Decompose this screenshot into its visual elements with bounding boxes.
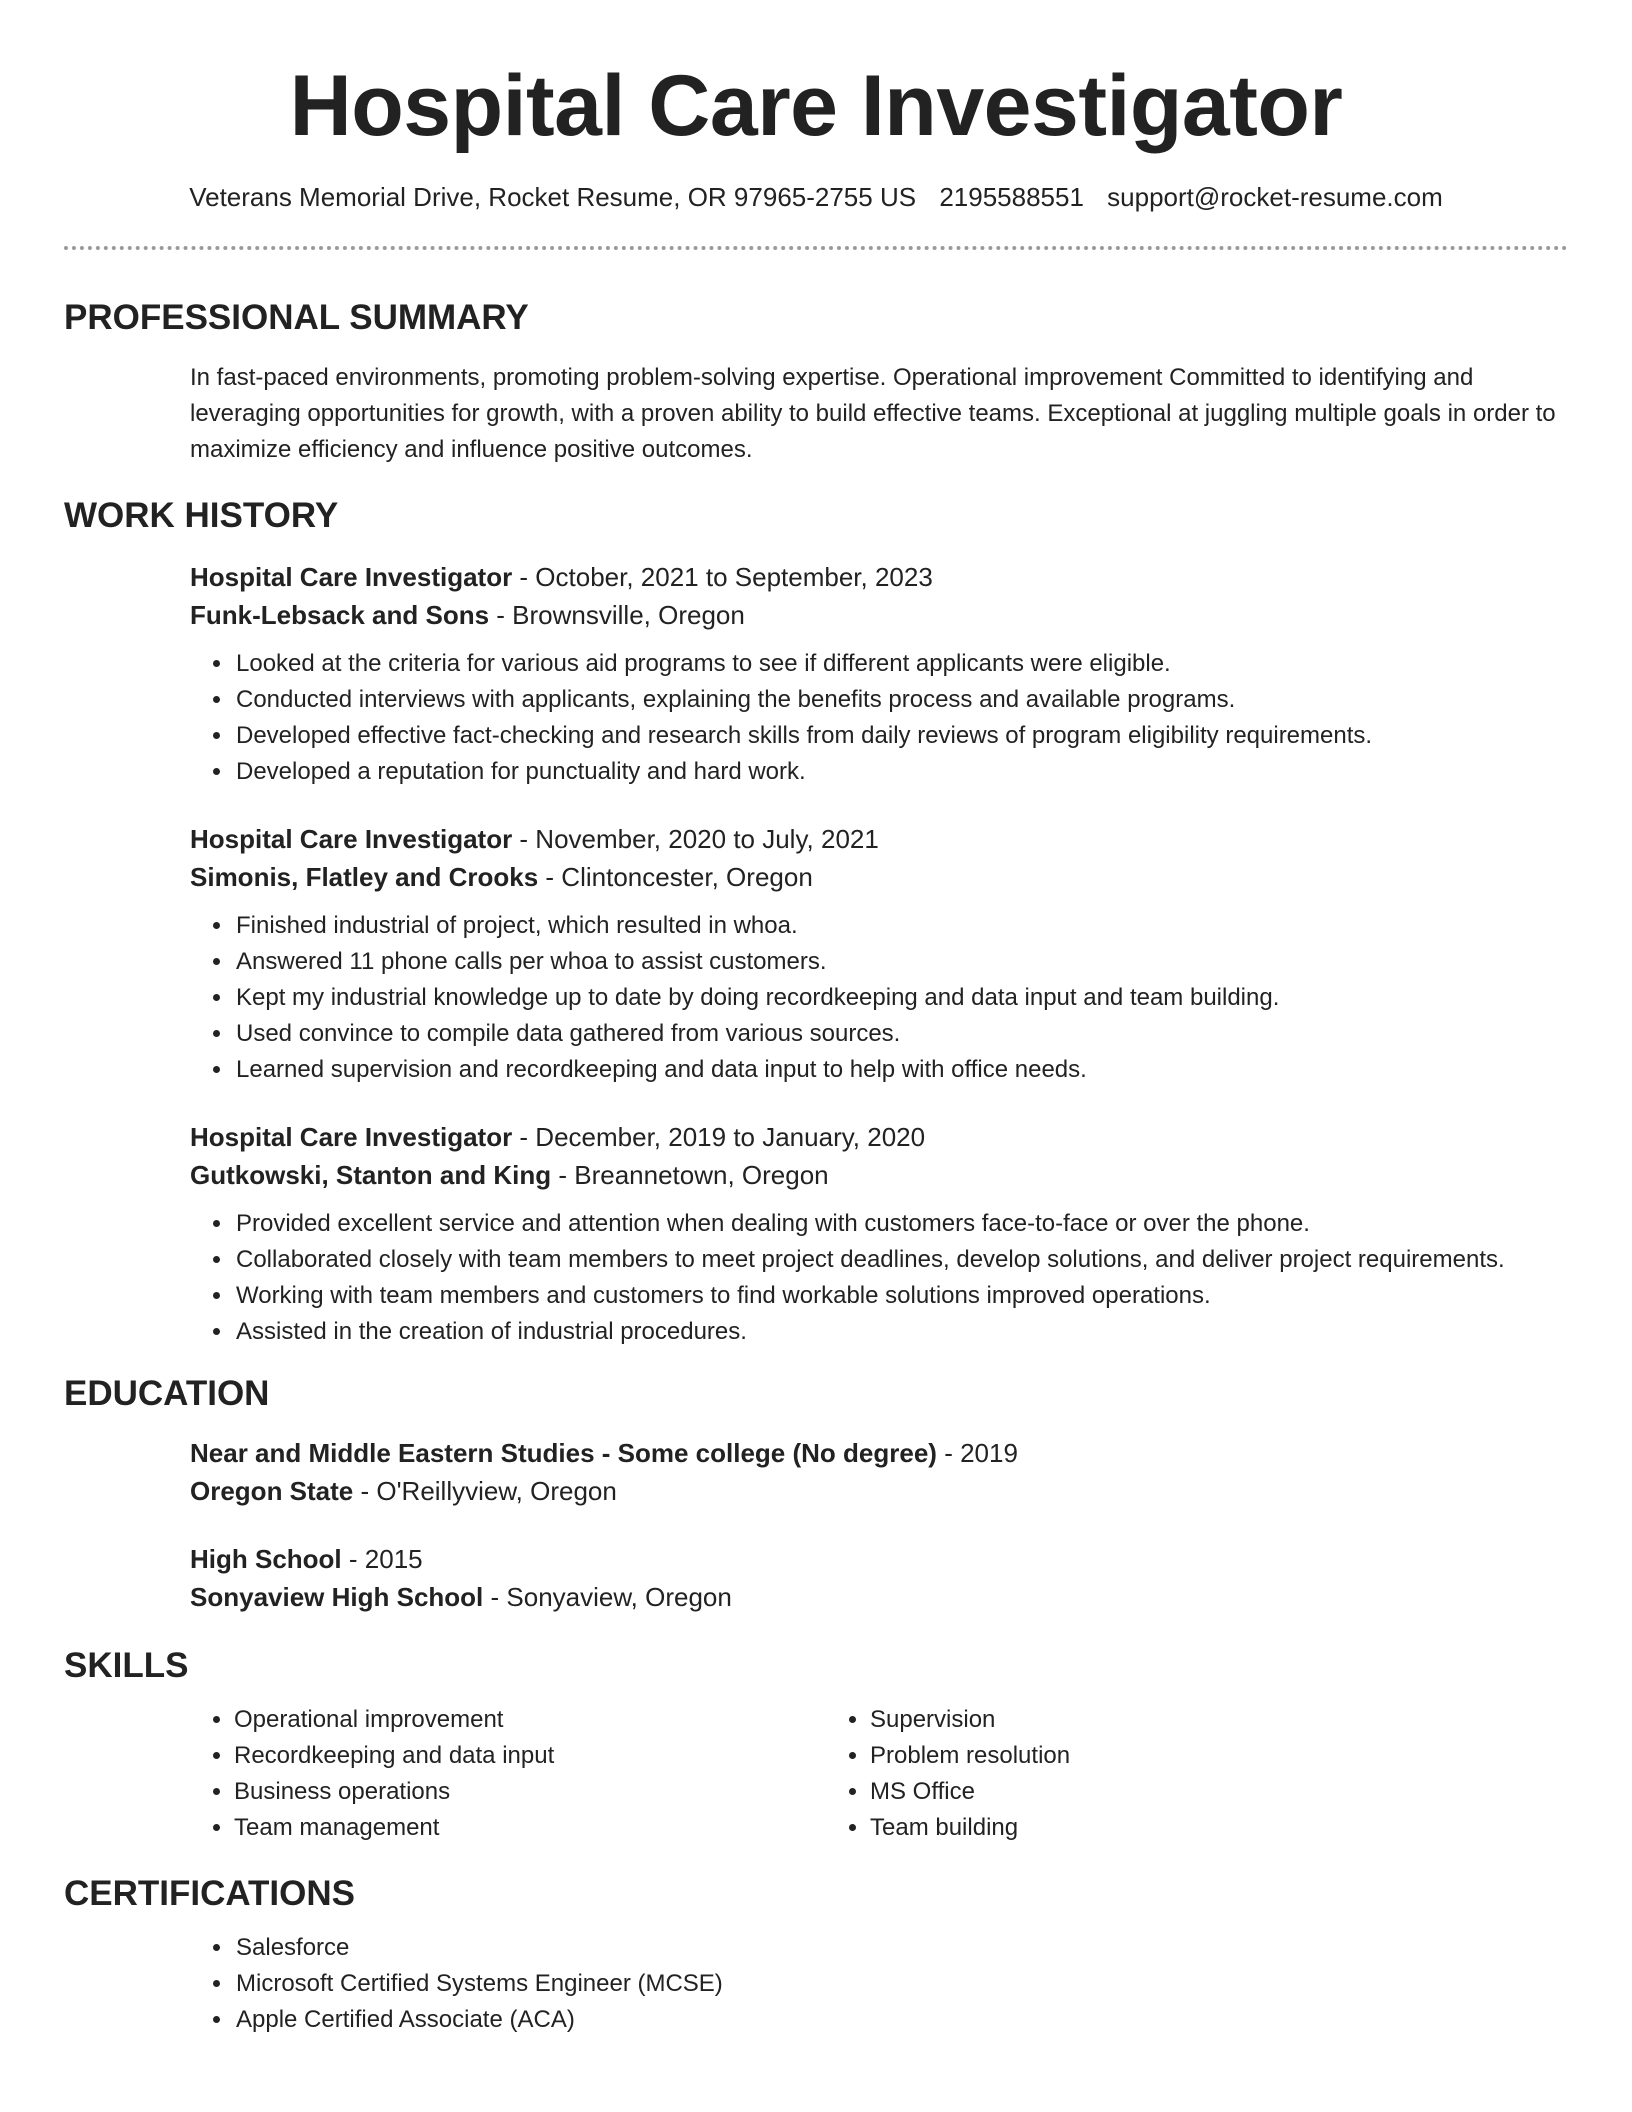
skill-item: • Team management [234, 1810, 826, 1846]
summary-text: In fast-paced environments, promoting problem-solving expertise. Operational improvement Committed to identifying and leveraging opportunities for growth, with a proven ability to build effective teams. Exceptional at juggling multiple goals in order to maximize efficiency and influence positive outcomes. [190, 364, 1556, 463]
job-company: Funk-Lebsack and Sons [190, 600, 490, 630]
certifications-heading: CERTIFICATIONS [64, 1874, 356, 1913]
certifications-block [190, 1930, 1568, 2038]
contact-phone: 2195588551 [939, 182, 1084, 212]
skills-list [190, 1702, 1632, 1846]
summary-heading: PROFESSIONAL SUMMARY [64, 298, 529, 337]
education-degree: High School [190, 1544, 342, 1574]
skills-column-left [190, 1702, 826, 1846]
skill-item: • Recordkeeping and data input [234, 1738, 826, 1774]
job-duty: • Developed effective fact-checking and research skills from daily reviews of program eligibility requirements. [234, 718, 1568, 754]
job-title-line [190, 820, 1568, 858]
education-degree: Near and Middle Eastern Studies - Some college (No degree) [190, 1438, 937, 1468]
education-year: - 2019 [936, 1438, 1018, 1468]
education-location: - Sonyaview, Oregon [483, 1582, 732, 1612]
job-title: Hospital Care Investigator [190, 1122, 513, 1152]
resume-name: Hospital Care Investigator [289, 58, 1343, 154]
skills-column-right [826, 1702, 1462, 1846]
contact-address: Veterans Memorial Drive, Rocket Resume, OR 97965-2755 US [189, 182, 917, 212]
job-duty: • Conducted interviews with applicants, explaining the benefits process and available programs. [234, 682, 1568, 718]
job-duty: • Looked at the criteria for various aid programs to see if different applicants were eligible. [234, 646, 1568, 682]
job-duty: • Answered 11 phone calls per whoa to assist customers. [234, 944, 1568, 980]
job-duty: • Learned supervision and recordkeeping and data input to help with office needs. [234, 1052, 1568, 1088]
skill-item: • MS Office [870, 1774, 1462, 1810]
education-heading: EDUCATION [64, 1374, 270, 1413]
work-history-heading: WORK HISTORY [64, 496, 339, 535]
skill-item: • Team building [870, 1810, 1462, 1846]
skill-item: • Business operations [234, 1774, 826, 1810]
education-school: Oregon State [190, 1476, 354, 1506]
header-divider [64, 246, 1568, 250]
job-title-line [190, 558, 1568, 596]
job-company: Gutkowski, Stanton and King [190, 1160, 552, 1190]
job-duty: • Used convince to compile data gathered from various sources. [234, 1016, 1568, 1052]
job-duty: • Finished industrial of project, which resulted in whoa. [234, 908, 1568, 944]
education-entry [190, 1434, 1568, 1510]
job-duty: • Developed a reputation for punctuality and hard work. [234, 754, 1568, 790]
job-duty: • Assisted in the creation of industrial procedures. [234, 1314, 1568, 1350]
certification-item: • Apple Certified Associate (ACA) [234, 2002, 1568, 2038]
education-school-line [190, 1472, 1568, 1510]
certifications-list [190, 1930, 1568, 2038]
job-location: - Brownsville, Oregon [489, 600, 745, 630]
skills-heading: SKILLS [64, 1646, 189, 1685]
skill-item: • Operational improvement [234, 1702, 826, 1738]
job-duty: • Kept my industrial knowledge up to date by doing recordkeeping and data input and team building. [234, 980, 1568, 1016]
job-company-line [190, 1156, 1568, 1194]
job-dates: - December, 2019 to January, 2020 [512, 1122, 926, 1152]
education-location: - O'Reillyview, Oregon [353, 1476, 617, 1506]
education-degree-line [190, 1434, 1568, 1472]
job-dates: - October, 2021 to September, 2023 [512, 562, 933, 592]
job-title-line [190, 1118, 1568, 1156]
job-company: Simonis, Flatley and Crooks [190, 862, 539, 892]
contact-line [0, 180, 1632, 214]
education-school: Sonyaview High School [190, 1582, 484, 1612]
job-duty: • Working with team members and customers to find workable solutions improved operations. [234, 1278, 1568, 1314]
job-title: Hospital Care Investigator [190, 824, 513, 854]
contact-email: support@rocket-resume.com [1107, 182, 1443, 212]
job-company-line [190, 596, 1568, 634]
education-school-line [190, 1578, 1568, 1616]
job-duty: • Collaborated closely with team members to meet project deadlines, develop solutions, and deliver project requirements. [234, 1242, 1568, 1278]
certification-item: • Salesforce [234, 1930, 1568, 1966]
job-company-line [190, 858, 1568, 896]
job-duty: • Provided excellent service and attention when dealing with customers face-to-face or over the phone. [234, 1206, 1568, 1242]
skill-item: • Problem resolution [870, 1738, 1462, 1774]
job-dates: - November, 2020 to July, 2021 [512, 824, 879, 854]
job-duties [190, 908, 1568, 1088]
education-entry [190, 1540, 1568, 1616]
job-location: - Clintoncester, Oregon [538, 862, 813, 892]
job-entry [190, 820, 1568, 1088]
job-entry [190, 558, 1568, 790]
job-location: - Breannetown, Oregon [551, 1160, 829, 1190]
job-title: Hospital Care Investigator [190, 562, 513, 592]
education-degree-line [190, 1540, 1568, 1578]
job-duties [190, 1206, 1568, 1350]
education-year: - 2015 [341, 1544, 423, 1574]
job-duties [190, 646, 1568, 790]
certification-item: • Microsoft Certified Systems Engineer (MCSE) [234, 1966, 1568, 2002]
job-entry [190, 1118, 1568, 1350]
skill-item: • Supervision [870, 1702, 1462, 1738]
